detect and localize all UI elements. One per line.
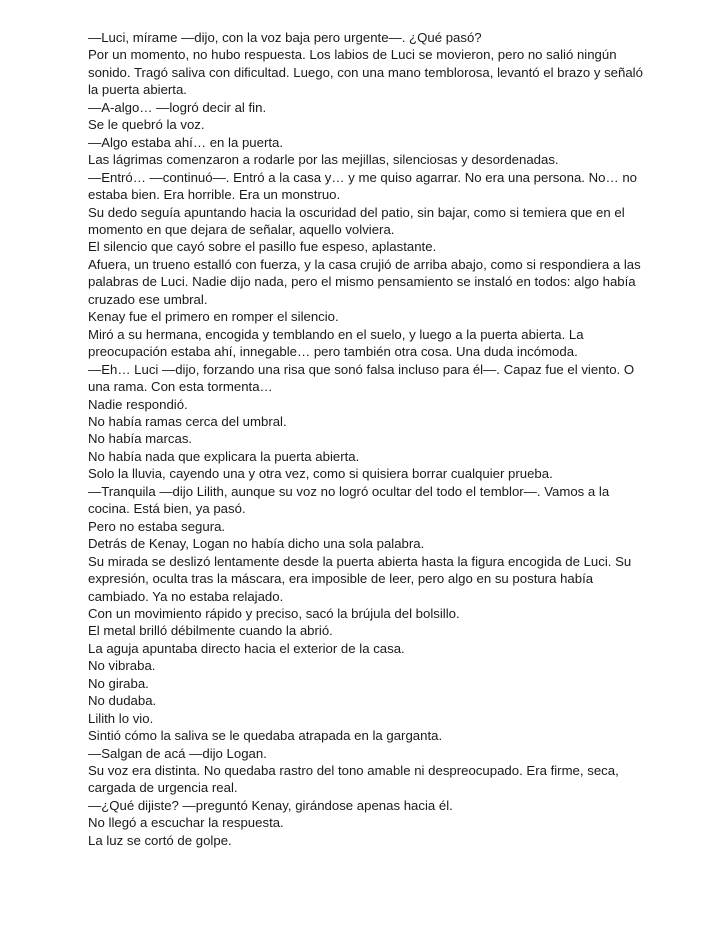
paragraph: El silencio que cayó sobre el pasillo fue espeso, aplastante. [88, 239, 437, 255]
paragraph: Nadie respondió. [88, 396, 188, 412]
paragraph: No vibraba. [88, 658, 156, 674]
paragraph: No giraba. [88, 675, 149, 691]
paragraph: Afuera, un trueno estalló con fuerza, y la casa crujió de arriba abajo, como si respondiera a las palabras de Luci. Nadie dijo nada, pero el mismo pensamiento se instaló en todos: algo había cruzado ese umbral. [88, 256, 641, 307]
paragraph: Con un movimiento rápido y preciso, sacó la brújula del bolsillo. [88, 605, 460, 621]
paragraph: Las lágrimas comenzaron a rodarle por las mejillas, silenciosas y desordenadas. [88, 152, 559, 168]
paragraph: —¿Qué dijiste? —preguntó Kenay, girándose apenas hacia él. [88, 797, 453, 813]
paragraph: El metal brilló débilmente cuando la abrió. [88, 623, 333, 639]
paragraph: No llegó a escuchar la respuesta. [88, 815, 284, 831]
paragraph: —Algo estaba ahí… en la puerta. [88, 134, 284, 150]
paragraph: Solo la lluvia, cayendo una y otra vez, como si quisiera borrar cualquier prueba. [88, 466, 553, 482]
paragraph: Detrás de Kenay, Logan no había dicho una sola palabra. [88, 536, 425, 552]
paragraph: No había marcas. [88, 431, 193, 447]
paragraph: No dudaba. [88, 693, 157, 709]
document-body [88, 29, 648, 849]
paragraph: Por un momento, no hubo respuesta. Los labios de Luci se movieron, pero no salió ningún sonido. Tragó saliva con dificultad. Luego, con una mano temblorosa, levantó el brazo y señaló la puerta abierta. [88, 47, 643, 98]
paragraph: No había nada que explicara la puerta abierta. [88, 448, 360, 464]
paragraph: Su voz era distinta. No quedaba rastro del tono amable ni despreocupado. Era firme, seca, cargada de urgencia real. [88, 763, 619, 796]
paragraph: —Luci, mírame —dijo, con la voz baja pero urgente—. ¿Qué pasó? [88, 30, 482, 45]
paragraph: —A-algo… —logró decir al fin. [88, 99, 267, 115]
paragraph: No había ramas cerca del umbral. [88, 413, 287, 429]
paragraph: Se le quebró la voz. [88, 117, 205, 133]
paragraph: La aguja apuntaba directo hacia el exterior de la casa. [88, 640, 405, 656]
paragraph: Su mirada se deslizó lentamente desde la puerta abierta hasta la figura encogida de Luci. Su expresión, oculta tras la máscara, era imposible de leer, pero algo en su postura había cambiado. Ya no estaba relajado. [88, 553, 632, 604]
paragraph: —Tranquila —dijo Lilith, aunque su voz no logró ocultar del todo el temblor—. Vamos a la cocina. Está bien, ya pasó. [88, 483, 610, 517]
paragraph: Kenay fue el primero en romper el silencio. [88, 309, 339, 325]
paragraph: La luz se cortó de golpe. [88, 832, 232, 848]
paragraph: —Eh… Luci —dijo, forzando una risa que sonó falsa incluso para él—. Capaz fue el viento. O una rama. Con esta tormenta… [88, 361, 635, 395]
paragraph: Miró a su hermana, encogida y temblando en el suelo, y luego a la puerta abierta. La preocupación estaba ahí, innegable… pero también otra cosa. Una duda incómoda. [88, 326, 584, 360]
paragraph: —Entró… —continuó—. Entró a la casa y… y me quiso agarrar. No era una persona. No… no estaba bien. Era horrible. Era un monstruo. [88, 169, 638, 203]
paragraph: —Salgan de acá —dijo Logan. [88, 745, 267, 761]
paragraph: Su dedo seguía apuntando hacia la oscuridad del patio, sin bajar, como si temiera que en el momento en que dejara de señalar, aquello volviera. [88, 204, 625, 237]
paragraph: Pero no estaba segura. [88, 518, 226, 534]
paragraph: Sintió cómo la saliva se le quedaba atrapada en la garganta. [88, 728, 443, 744]
paragraph: Lilith lo vio. [88, 710, 154, 726]
